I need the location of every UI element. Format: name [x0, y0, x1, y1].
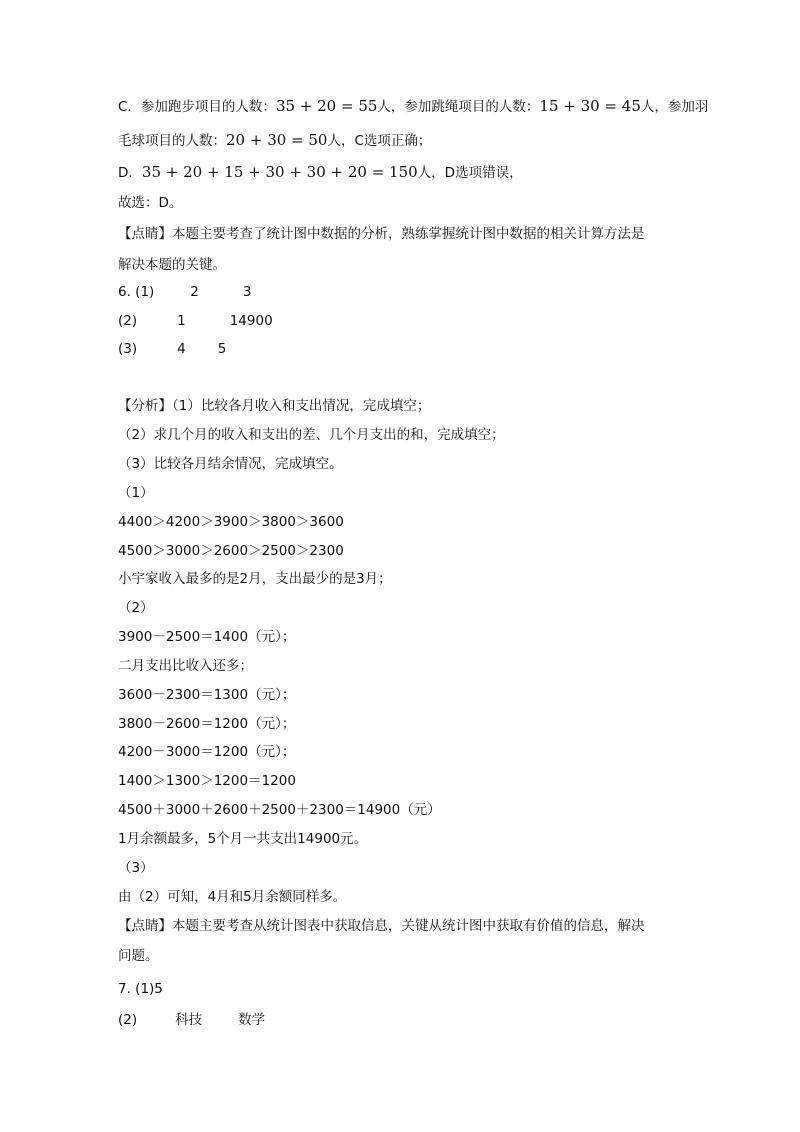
option-c-label: C．参加跑步项目的人数：	[118, 99, 276, 115]
comment-5-line-2: 解决本题的关键。	[118, 257, 226, 273]
q6-answer-row-2	[118, 312, 273, 330]
q7-part-2-answer-a: 科技	[175, 1012, 203, 1028]
solution-2-conclusion: 1月余额最多，5个月一共支出14900元。	[118, 831, 368, 847]
q7-part-2-answer-b: 数学	[238, 1012, 266, 1028]
q6-part-3-answer-b: 5	[217, 341, 227, 357]
q6-part-3-label: (3)	[118, 341, 138, 357]
option-c-tail-text: 人，参加羽	[640, 99, 709, 115]
calc-line-2: 3600－2300＝1300（元）；	[118, 687, 296, 703]
q7-answer-row-1: 7. (1)5	[118, 981, 163, 997]
comment-6-line-2: 问题。	[118, 948, 159, 964]
option-d-line	[118, 163, 523, 182]
q7-answer-row-2	[118, 1011, 265, 1029]
comment-5-line-1: 【点睛】本题主要考查了统计图中数据的分析，熟练掌握统计图中数据的相关计算方法是	[118, 226, 645, 242]
solution-1-conclusion: 小宇家收入最多的是2月，支出最少的是3月；	[118, 571, 392, 587]
q6-part-3-answer-a: 4	[177, 341, 186, 357]
analysis-line-2: （2）求几个月的收入和支出的差、几个月支出的和，完成填空；	[118, 427, 505, 443]
analysis-line-1: 【分析】（1）比较各月收入和支出情况，完成填空；	[118, 398, 431, 414]
option-d-label: D．	[118, 165, 142, 181]
calc-line-4: 4200－3000＝1200（元）；	[118, 744, 296, 760]
analysis-line-3: （3）比较各月结余情况，完成填空。	[118, 456, 343, 472]
q6-part-1-label: 6. (1)	[118, 284, 155, 300]
option-c-mid-text: 人，参加跳绳项目的人数：	[377, 99, 540, 115]
q6-answer-row-1	[118, 283, 251, 301]
calc-line-1: 3900－2500＝1400（元）；	[118, 629, 296, 645]
solution-3-label: （3）	[118, 860, 154, 876]
expense-comparison: 4500＞3000＞2600＞2500＞2300	[118, 543, 344, 559]
option-c-line-1	[118, 97, 708, 116]
badminton-label: 毛球项目的人数：	[118, 133, 226, 149]
q6-part-2-answer-a: 1	[177, 313, 186, 329]
choice-answer: 故选：D。	[118, 195, 183, 211]
rope-count-expression: 15 + 30 = 45	[539, 97, 641, 115]
solution-1-label: （1）	[118, 485, 154, 501]
option-d-conclusion: 人，D选项错误，	[417, 165, 523, 181]
total-expense-calc: 4500＋3000＋2600＋2500＋2300＝14900（元）	[118, 802, 441, 818]
note-line: 二月支出比收入还多；	[118, 658, 253, 674]
q6-answer-row-3	[118, 340, 226, 358]
solution-3-conclusion: 由（2）可知，4月和5月余额同样多。	[118, 889, 347, 905]
income-comparison: 4400＞4200＞3900＞3800＞3600	[118, 514, 344, 530]
comment-6-line-1: 【点睛】本题主要考查从统计图表中获取信息，关键从统计图中获取有价值的信息，解决	[118, 918, 645, 934]
badminton-count-expression: 20 + 30 = 50	[226, 131, 328, 149]
running-count-expression: 35 + 20 = 55	[275, 97, 378, 115]
option-c-conclusion: 人，C选项正确；	[327, 133, 432, 149]
q7-part-2-label: (2)	[118, 1012, 138, 1028]
option-c-line-2	[118, 131, 431, 150]
solution-2-label: （2）	[118, 600, 154, 616]
q6-part-2-answer-b: 14900	[229, 313, 273, 329]
balance-comparison: 1400＞1300＞1200＝1200	[118, 773, 296, 789]
q6-part-1-answer-a: 2	[190, 284, 199, 300]
q6-part-1-answer-b: 3	[242, 284, 252, 300]
calc-line-3: 3800－2600＝1200（元）；	[118, 716, 296, 732]
total-count-expression: 35 + 20 + 15 + 30 + 30 + 20 = 150	[141, 163, 418, 181]
q6-part-2-label: (2)	[118, 313, 138, 329]
